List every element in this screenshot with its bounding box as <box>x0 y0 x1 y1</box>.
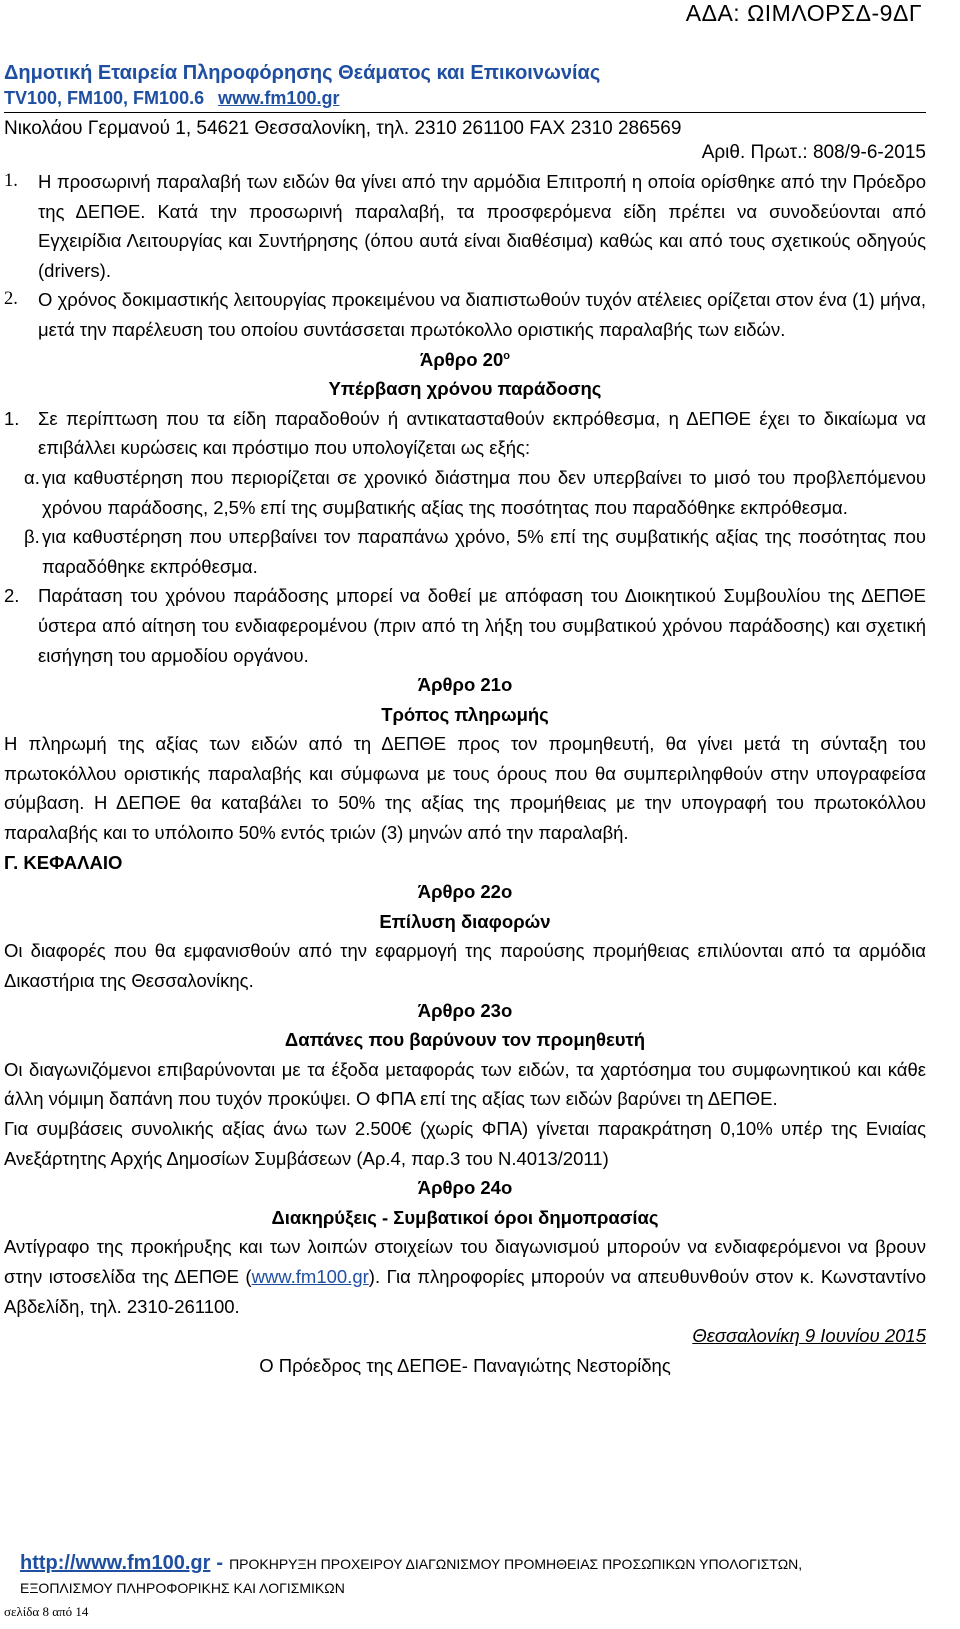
paragraph-2 <box>4 285 926 344</box>
article-20-title <box>4 345 926 375</box>
website-link[interactable]: www.fm100.gr <box>251 1265 369 1287</box>
organization-name: Δημοτική Εταιρεία Πληροφόρησης Θεάματος και Επικοινωνίας <box>4 62 601 84</box>
chapter-heading: Γ. ΚΕΦΑΛΑΙΟ <box>4 851 123 873</box>
protocol-number: Αριθ. Πρωτ.: 808/9-6-2015 <box>701 142 926 163</box>
paragraph-number: 2. <box>4 289 18 310</box>
document-body <box>4 167 926 1380</box>
article-22-subtitle: Επίλυση διαφορών <box>379 910 551 932</box>
page-number: σελίδα 8 από 14 <box>4 1604 89 1619</box>
paragraph-text: Η προσωρινή παραλαβή των ειδών θα γίνει από την αρμόδια Επιτροπή η οποία ορίσθηκε από την Πρόεδρο της ΔΕΠΘΕ. Κατά την προσωρινή παραλαβή, τα προσφερόμενα είδη πρέπει να συνοδεύονται από Εγχειρίδια Λειτουργίας και Συντήρησης (όπου αυτά είναι διαθέσιμα) καθώς και από τους σχετικούς οδηγούς (drivers). <box>38 171 926 281</box>
article-21-subtitle: Τρόπος πληρωμής <box>381 703 549 725</box>
stations-text: TV100, FM100, FM100.6 <box>4 88 205 108</box>
footer-title-1: ΠΡΟΚΗΡΥΞΗ ΠΡΟΧΕΙΡΟΥ ΔΙΑΓΩΝΙΣΜΟΥ ΠΡΟΜΗΘΕΙΑΣ ΠΡΟΣΩΠΙΚΩΝ ΥΠΟΛΟΓΙΣΤΩΝ, <box>229 1556 803 1572</box>
item-text: Σε περίπτωση που τα είδη παραδοθούν ή αντικατασταθούν εκπρόθεσμα, η ΔΕΠΘΕ έχει το δικαίωμα να επιβάλλει κυρώσεις και πρόστιμο που υπολογίζεται ως εξής: <box>38 407 926 459</box>
article-23-title: Άρθρο 23ο <box>417 999 513 1021</box>
article-title-text: Άρθρο 20 <box>419 348 504 370</box>
article-22-title: Άρθρο 22ο <box>417 881 513 903</box>
item-text: για καθυστέρηση που υπερβαίνει τον παραπάνω χρόνο, 5% επί της συμβατικής αξίας της ποσότητας που παραδόθηκε εκπρόθεσμα. <box>42 526 926 577</box>
footer-line-1 <box>20 1552 926 1575</box>
ada-code: ΑΔΑ: ΩΙΜΛΟΡΣΔ-9ΔΓ <box>685 0 922 26</box>
text-segment: ). Για πληροφορίες μπορούν να απευθυνθούν στον κ. Κωνσταντίνο Αβδελίδη, τηλ. 2310-261100. <box>4 1265 926 1317</box>
item-letter: α. <box>24 466 40 488</box>
article-22-text: Οι διαφορές που θα εμφανισθούν από την εφαρμογή της παρούσης προμήθειας επιλύονται από τα αρμόδια Δικαστήρια της Θεσσαλονίκης. <box>4 940 926 992</box>
item-number: 1. <box>4 407 20 429</box>
item-number: 2. <box>4 585 20 607</box>
article-20-item-1 <box>4 404 926 463</box>
header-stations <box>4 88 926 109</box>
paragraph-number: 1. <box>4 171 18 191</box>
article-21-title: Άρθρο 21ο <box>417 674 513 696</box>
footer-dash: - <box>216 1552 224 1574</box>
text-segment: Αντίγραφο της προκήρυξης και των λοιπών στοιχείων του διαγωνισμού μπορούν να ενδιαφερόμενοι να βρουν στην ιστοσελίδα της ΔΕΠΘΕ ( <box>4 1236 926 1287</box>
article-24-subtitle: Διακηρύξεις - Συμβατικοί όροι δημοπρασίας <box>271 1206 659 1228</box>
document-date: Θεσσαλονίκη 9 Ιουνίου 2015 <box>692 1325 926 1347</box>
article-23-text-1: Οι διαγωνιζόμενοι επιβαρύνονται με τα έξοδα μεταφοράς των ειδών, τα χαρτόσημα του συμφωνητικού και κάθε άλλη νόμιμη δαπάνη που τυχόν προκύψει. Ο ΦΠΑ επί της αξίας των ειδών βαρύνει τη ΔΕΠΘΕ. <box>4 1058 926 1110</box>
article-title-sup: ο <box>503 349 510 362</box>
article-24-title: Άρθρο 24ο <box>417 1177 513 1199</box>
item-letter: β. <box>24 526 40 548</box>
article-20-item-a <box>4 463 926 522</box>
header-address: Νικολάου Γερμανού 1, 54621 Θεσσαλονίκη, τηλ. 2310 261100 FAX 2310 286569 <box>4 118 682 139</box>
article-20-item-b <box>4 522 926 581</box>
footer-title-2: ΕΞΟΠΛΙΣΜΟΥ ΠΛΗΡΟΦΟΡΙΚΗΣ ΚΑΙ ΛΟΓΙΣΜΙΚΩΝ <box>20 1580 345 1596</box>
article-20-item-2 <box>4 581 926 670</box>
paragraph-1 <box>4 167 926 285</box>
header-website-link[interactable]: www.fm100.gr <box>218 88 340 108</box>
paragraph-text: Ο χρόνος δοκιμαστικής λειτουργίας προκειμένου να διαπιστωθούν τυχόν ατέλειες ορίζεται στον ένα (1) μήνα, μετά την παρέλευση του οποίου συντάσσεται πρωτόκολλο οριστικής παραλαβής των ειδών. <box>38 289 926 340</box>
header-divider <box>4 112 926 113</box>
item-text: για καθυστέρηση που περιορίζεται σε χρονικό διάστημα που δεν υπερβαίνει το μισό του προβλεπόμενου χρόνου παράδοσης, 2,5% επί της συμβατικής αξίας της ποσότητας που παραδόθηκε εκπρόθεσμα. <box>42 466 926 518</box>
article-23-text-2: Για συμβάσεις συνολικής αξίας άνω των 2.500€ (χωρίς ΦΠΑ) γίνεται παρακράτηση 0,10% υπέρ της Ενιαίας Ανεξάρτητης Αρχής Δημοσίων Συμβάσεων (Αρ.4, παρ.3 του Ν.4013/2011) <box>4 1118 926 1169</box>
article-21-text: Η πληρωμή της αξίας των ειδών από τη ΔΕΠΘΕ προς τον προμηθευτή, θα γίνει μετά τη σύνταξη του πρωτοκόλλου οριστικής παραλαβής και σύμφωνα με τους όρους που θα συμπεριληφθούν στην υπογραφείσα σύμβαση. Η ΔΕΠΘΕ θα καταβάλει το 50% της αξίας της προμήθειας με την υπογραφή του πρωτοκόλλου παραλαβής και το υπόλοιπο 50% εντός τριών (3) μηνών από την παραλαβή. <box>4 733 926 844</box>
article-20-subtitle: Υπέρβαση χρόνου παράδοσης <box>328 378 602 400</box>
article-24-text <box>4 1232 926 1321</box>
item-text: Παράταση του χρόνου παράδοσης μπορεί να δοθεί με απόφαση του Διοικητικού Συμβουλίου της ΔΕΠΘΕ ύστερα από αίτηση του ενδιαφερομένου (πριν από τη λήξη του συμβατικού χρόνου παράδοσης) και σχετική εισήγηση του αρμοδίου οργάνου. <box>38 585 926 666</box>
footer-website-link[interactable]: http://www.fm100.gr <box>20 1552 211 1574</box>
signature-line: Ο Πρόεδρος της ΔΕΠΘΕ- Παναγιώτης Νεστορίδης <box>259 1354 671 1376</box>
article-23-subtitle: Δαπάνες που βαρύνουν τον προμηθευτή <box>284 1029 646 1051</box>
